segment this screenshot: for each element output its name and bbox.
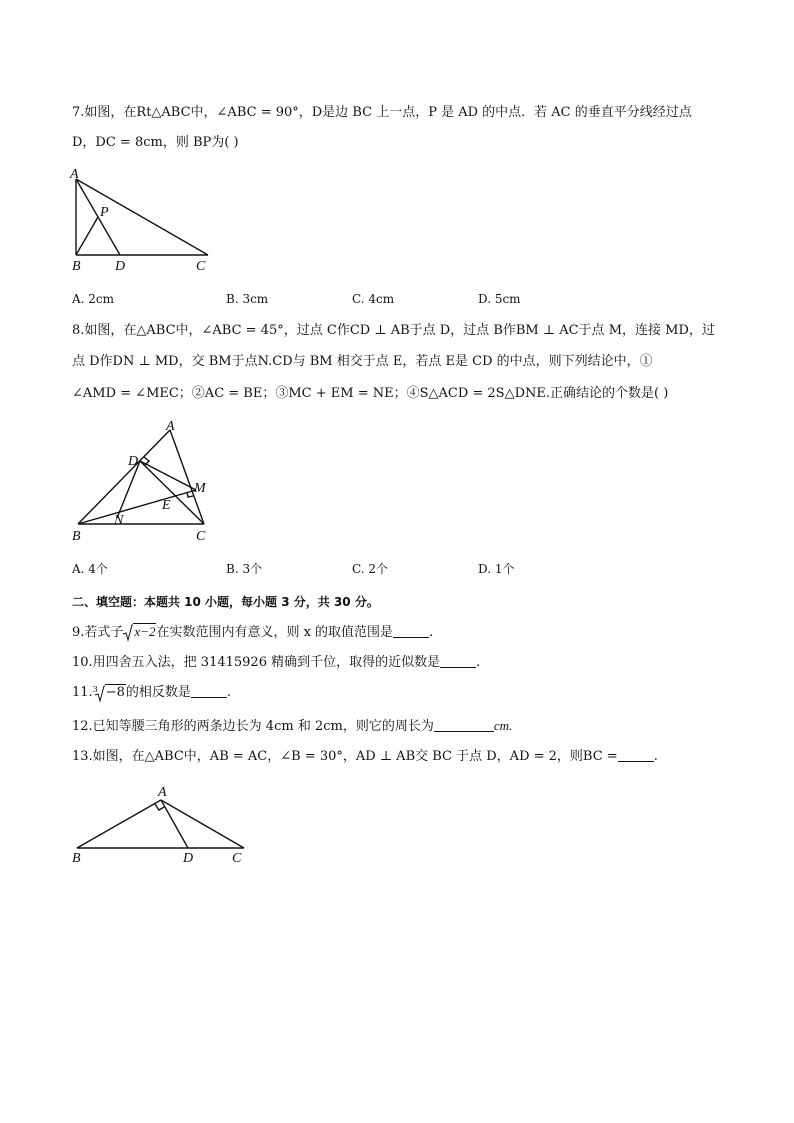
q7-line2: D，DC = 8cm，则 BP为( ) xyxy=(72,135,239,150)
q11-answer-blank[interactable] xyxy=(191,683,227,698)
q9-post: 在实数范围内有意义，则 x 的取值范围是 xyxy=(156,625,394,640)
q10-end: . xyxy=(476,655,481,670)
q13-end: . xyxy=(653,749,658,764)
q8-line2: 点 D作DN ⊥ MD，交 BM于点N.CD与 BM 相交于点 E，若点 E是 CD 的中点，则下列结论中，① xyxy=(72,354,653,369)
q7-option-a: A. 2cm xyxy=(72,292,115,306)
q9-line xyxy=(72,622,433,643)
q8-label-D: D xyxy=(128,454,139,469)
q13-text: 13.如图，在△ABC中，AB = AC，∠B = 30°，AD ⊥ AB交 BC 于点 D，AD = 2，则BC = xyxy=(72,749,618,764)
q11-cube-root xyxy=(93,683,126,703)
q13-figure xyxy=(60,780,260,870)
q9-radicand: x−2 xyxy=(134,624,156,639)
q7-option-b: B. 3cm xyxy=(226,292,269,306)
q11-root-index: 3 xyxy=(92,685,98,694)
q7-label-C: C xyxy=(196,259,206,274)
q8-figure xyxy=(60,412,230,547)
q11-end: . xyxy=(226,685,232,700)
q8-label-E: E xyxy=(162,498,171,513)
q9-answer-blank[interactable] xyxy=(393,623,429,638)
q9-sqrt xyxy=(123,622,156,643)
q7-label-B: B xyxy=(72,259,81,274)
q8-line3: ∠AMD = ∠MEC；②AC = BE；③MC + EM = NE；④S△ACD = 2S△DNE.正确结论的个数是( ) xyxy=(72,386,669,401)
q13-answer-blank[interactable] xyxy=(618,747,654,762)
q8-option-a: A. 4个 xyxy=(72,562,108,576)
section-2-heading: 二、填空题：本题共 10 小题，每小题 3 分，共 30 分。 xyxy=(72,595,379,609)
q11-post: 的相反数是 xyxy=(125,685,191,700)
q8-option-c: C. 2个 xyxy=(352,562,389,576)
q13-label-B: B xyxy=(72,851,81,866)
q7-label-A: A xyxy=(70,167,79,182)
q13-label-A: A xyxy=(158,785,167,800)
q7-line1: 7.如图，在Rt△ABC中，∠ABC = 90°，D是边 BC 上一点，P 是 AD 的中点．若 AC 的垂直平分线经过点 xyxy=(72,105,692,120)
q11-line xyxy=(72,683,231,703)
q8-label-C: C xyxy=(196,529,206,544)
q11-pre: 11. xyxy=(72,685,93,700)
q7-figure xyxy=(60,165,230,275)
q12-unit: cm. xyxy=(493,718,513,733)
q10-text: 10.用四舍五入法，把 31415926 精确到千位，取得的近似数是 xyxy=(72,655,441,670)
q8-option-b: B. 3个 xyxy=(226,562,263,576)
q13-label-D: D xyxy=(183,851,194,866)
q12-answer-blank[interactable] xyxy=(434,717,494,732)
q7-option-d: D. 5cm xyxy=(478,292,521,306)
q8-option-d: D. 1个 xyxy=(478,562,515,576)
q10-answer-blank[interactable] xyxy=(440,653,476,668)
q7-label-D: D xyxy=(115,259,126,274)
q12-text: 12.已知等腰三角形的两条边长为 4cm 和 2cm，则它的周长为 xyxy=(72,719,434,734)
q8-label-A: A xyxy=(166,419,175,434)
q9-end: . xyxy=(429,625,434,640)
q8-label-M: M xyxy=(194,481,206,496)
q9-pre: 9.若式子 xyxy=(72,625,124,640)
q7-option-c: C. 4cm xyxy=(352,292,395,306)
q7-label-P: P xyxy=(100,205,109,220)
q8-label-B: B xyxy=(72,529,81,544)
q13-label-C: C xyxy=(232,851,242,866)
q11-radicand: −8 xyxy=(105,685,125,700)
q8-label-N: N xyxy=(114,513,124,528)
q13-line xyxy=(72,747,658,767)
q12-line xyxy=(72,716,512,737)
q8-line1: 8.如图，在△ABC中，∠ABC = 45°，过点 C作CD ⊥ AB于点 D，过点 B作BM ⊥ AC于点 M，连接 MD，过 xyxy=(72,323,715,338)
q10-line xyxy=(72,653,480,673)
